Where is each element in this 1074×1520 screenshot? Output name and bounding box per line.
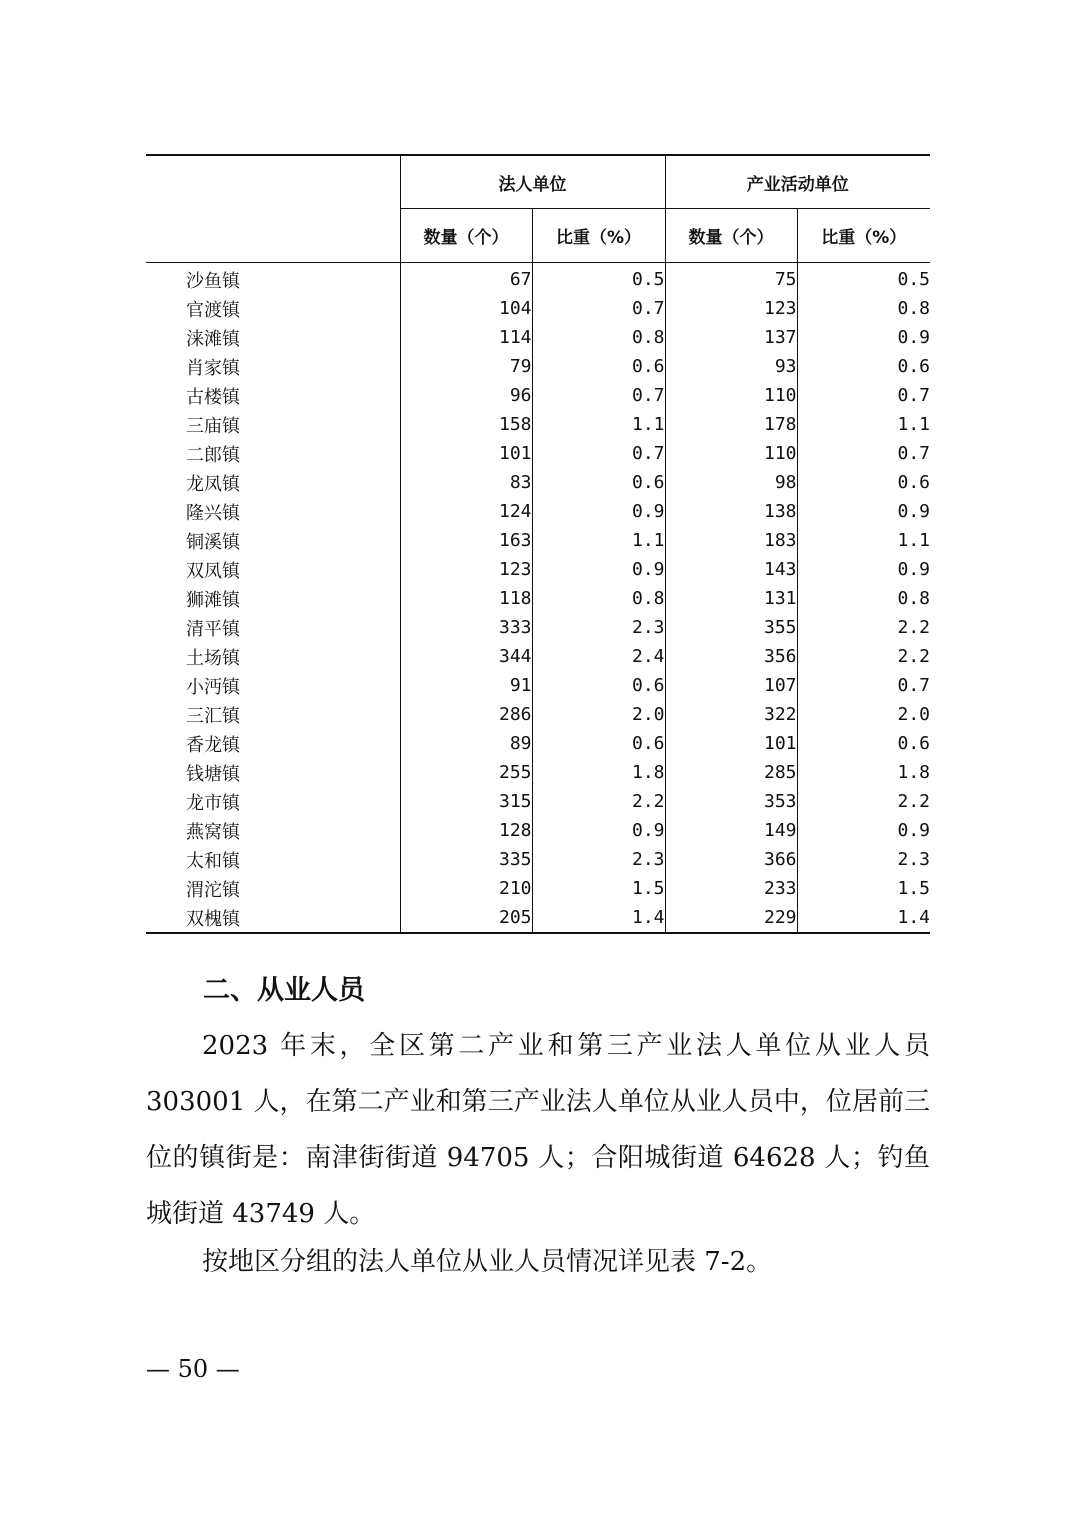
activity-unit-share: 0.8 xyxy=(797,294,930,323)
activity-unit-count: 93 xyxy=(665,352,797,381)
activity-unit-count: 123 xyxy=(665,294,797,323)
legal-unit-share: 0.7 xyxy=(532,439,665,468)
legal-unit-count: 79 xyxy=(400,352,532,381)
legal-unit-count: 104 xyxy=(400,294,532,323)
legal-unit-share: 0.9 xyxy=(532,497,665,526)
table-row xyxy=(146,352,930,381)
town-name: 双槐镇 xyxy=(186,908,240,930)
legal-unit-share: 0.9 xyxy=(532,816,665,845)
data-table-container xyxy=(146,154,930,934)
table-row xyxy=(146,613,930,642)
page-number: — 50 — xyxy=(146,1355,240,1383)
activity-unit-count: 149 xyxy=(665,816,797,845)
town-name: 龙凤镇 xyxy=(186,473,240,495)
table-corner-header xyxy=(146,156,400,263)
town-name: 官渡镇 xyxy=(186,299,240,321)
legal-unit-count: 89 xyxy=(400,729,532,758)
legal-unit-share: 0.6 xyxy=(532,468,665,497)
town-name: 古楼镇 xyxy=(186,386,240,408)
town-name: 燕窝镇 xyxy=(186,821,240,843)
activity-unit-share: 0.7 xyxy=(797,381,930,410)
legal-unit-share: 0.6 xyxy=(532,671,665,700)
activity-unit-share: 1.8 xyxy=(797,758,930,787)
legal-unit-share: 2.3 xyxy=(532,613,665,642)
activity-unit-count: 229 xyxy=(665,903,797,932)
legal-unit-share: 1.8 xyxy=(532,758,665,787)
activity-unit-count: 355 xyxy=(665,613,797,642)
group-header-legal-units: 法人单位 xyxy=(400,156,665,209)
section-heading: 二、从业人员 xyxy=(203,975,365,1006)
legal-unit-count: 67 xyxy=(400,263,532,295)
legal-unit-count: 118 xyxy=(400,584,532,613)
activity-unit-share: 0.6 xyxy=(797,729,930,758)
legal-unit-count: 335 xyxy=(400,845,532,874)
town-name: 小沔镇 xyxy=(186,676,240,698)
activity-unit-share: 0.9 xyxy=(797,555,930,584)
town-name: 隆兴镇 xyxy=(186,502,240,524)
activity-unit-count: 107 xyxy=(665,671,797,700)
activity-unit-share: 2.0 xyxy=(797,700,930,729)
legal-unit-count: 83 xyxy=(400,468,532,497)
activity-unit-count: 143 xyxy=(665,555,797,584)
town-name: 沙鱼镇 xyxy=(186,270,240,292)
table-row xyxy=(146,323,930,352)
activity-unit-count: 138 xyxy=(665,497,797,526)
table-row xyxy=(146,555,930,584)
legal-unit-share: 0.6 xyxy=(532,352,665,381)
legal-unit-count: 96 xyxy=(400,381,532,410)
body-paragraph: 2023 年末，全区第二产业和第三产业法人单位从业人员 303001 人，在第二产业和第三产业法人单位从业人员中，位居前三位的镇街是：南津街街道 94705 人；合阳城街道 64628 人；钓鱼城街道 43749 人。 xyxy=(146,1031,930,1229)
activity-unit-count: 356 xyxy=(665,642,797,671)
activity-unit-count: 101 xyxy=(665,729,797,758)
activity-unit-share: 0.9 xyxy=(797,497,930,526)
town-name: 龙市镇 xyxy=(186,792,240,814)
activity-unit-share: 1.1 xyxy=(797,410,930,439)
town-name: 铜溪镇 xyxy=(186,531,240,553)
legal-unit-count: 344 xyxy=(400,642,532,671)
legal-unit-share: 0.7 xyxy=(532,381,665,410)
table-row xyxy=(146,700,930,729)
activity-unit-share: 2.2 xyxy=(797,642,930,671)
activity-unit-share: 0.9 xyxy=(797,323,930,352)
town-name: 渭沱镇 xyxy=(186,879,240,901)
legal-unit-count: 163 xyxy=(400,526,532,555)
legal-unit-count: 101 xyxy=(400,439,532,468)
town-name: 肖家镇 xyxy=(186,357,240,379)
activity-unit-share: 0.7 xyxy=(797,671,930,700)
activity-unit-count: 322 xyxy=(665,700,797,729)
legal-unit-count: 205 xyxy=(400,903,532,932)
activity-unit-share: 0.5 xyxy=(797,263,930,295)
town-name: 土场镇 xyxy=(186,647,240,669)
column-header-count: 数量（个） xyxy=(400,209,532,263)
table-row xyxy=(146,497,930,526)
column-header-share: 比重（%） xyxy=(532,209,665,263)
legal-unit-count: 91 xyxy=(400,671,532,700)
table-row xyxy=(146,845,930,874)
legal-unit-count: 286 xyxy=(400,700,532,729)
legal-unit-count: 114 xyxy=(400,323,532,352)
activity-unit-count: 137 xyxy=(665,323,797,352)
legal-unit-share: 2.2 xyxy=(532,787,665,816)
group-header-activity-units: 产业活动单位 xyxy=(665,156,930,209)
table-row xyxy=(146,584,930,613)
legal-unit-count: 123 xyxy=(400,555,532,584)
town-name: 香龙镇 xyxy=(186,734,240,756)
legal-unit-count: 124 xyxy=(400,497,532,526)
town-name: 涞滩镇 xyxy=(186,328,240,350)
table-row xyxy=(146,671,930,700)
activity-unit-share: 0.9 xyxy=(797,816,930,845)
town-name: 狮滩镇 xyxy=(186,589,240,611)
activity-unit-count: 233 xyxy=(665,874,797,903)
activity-unit-count: 366 xyxy=(665,845,797,874)
town-name: 二郎镇 xyxy=(186,444,240,466)
legal-unit-share: 2.0 xyxy=(532,700,665,729)
legal-unit-share: 0.8 xyxy=(532,323,665,352)
town-name: 三汇镇 xyxy=(186,705,240,727)
table-row xyxy=(146,903,930,932)
activity-unit-share: 1.4 xyxy=(797,903,930,932)
table-row xyxy=(146,758,930,787)
legal-unit-count: 333 xyxy=(400,613,532,642)
table-row xyxy=(146,263,930,295)
town-name: 双凤镇 xyxy=(186,560,240,582)
activity-unit-share: 0.7 xyxy=(797,439,930,468)
legal-unit-share: 2.3 xyxy=(532,845,665,874)
activity-unit-share: 2.3 xyxy=(797,845,930,874)
data-table xyxy=(146,156,930,932)
activity-unit-share: 0.6 xyxy=(797,468,930,497)
activity-unit-share: 0.8 xyxy=(797,584,930,613)
legal-unit-share: 0.9 xyxy=(532,555,665,584)
town-name: 三庙镇 xyxy=(186,415,240,437)
legal-unit-share: 2.4 xyxy=(532,642,665,671)
activity-unit-count: 75 xyxy=(665,263,797,295)
table-row xyxy=(146,410,930,439)
table-row xyxy=(146,439,930,468)
activity-unit-share: 0.6 xyxy=(797,352,930,381)
table-row xyxy=(146,294,930,323)
activity-unit-count: 110 xyxy=(665,381,797,410)
activity-unit-count: 183 xyxy=(665,526,797,555)
legal-unit-share: 1.1 xyxy=(532,410,665,439)
activity-unit-share: 1.5 xyxy=(797,874,930,903)
legal-unit-share: 1.1 xyxy=(532,526,665,555)
activity-unit-share: 2.2 xyxy=(797,787,930,816)
legal-unit-share: 1.4 xyxy=(532,903,665,932)
table-row xyxy=(146,787,930,816)
legal-unit-count: 315 xyxy=(400,787,532,816)
activity-unit-count: 131 xyxy=(665,584,797,613)
legal-unit-count: 128 xyxy=(400,816,532,845)
activity-unit-count: 110 xyxy=(665,439,797,468)
body-paragraph: 按地区分组的法人单位从业人员情况详见表 7-2。 xyxy=(202,1247,773,1277)
legal-unit-count: 255 xyxy=(400,758,532,787)
table-row xyxy=(146,816,930,845)
legal-unit-count: 210 xyxy=(400,874,532,903)
legal-unit-share: 0.7 xyxy=(532,294,665,323)
table-body xyxy=(146,263,930,933)
activity-unit-count: 178 xyxy=(665,410,797,439)
legal-unit-share: 0.8 xyxy=(532,584,665,613)
table-row xyxy=(146,642,930,671)
legal-unit-count: 158 xyxy=(400,410,532,439)
table-row xyxy=(146,381,930,410)
table-row xyxy=(146,874,930,903)
activity-unit-count: 353 xyxy=(665,787,797,816)
table-row xyxy=(146,526,930,555)
activity-unit-share: 1.1 xyxy=(797,526,930,555)
activity-unit-count: 285 xyxy=(665,758,797,787)
activity-unit-share: 2.2 xyxy=(797,613,930,642)
legal-unit-share: 1.5 xyxy=(532,874,665,903)
legal-unit-share: 0.6 xyxy=(532,729,665,758)
table-row xyxy=(146,729,930,758)
town-name: 清平镇 xyxy=(186,618,240,640)
table-row xyxy=(146,468,930,497)
column-header-count: 数量（个） xyxy=(665,209,797,263)
town-name: 太和镇 xyxy=(186,850,240,872)
legal-unit-share: 0.5 xyxy=(532,263,665,295)
activity-unit-count: 98 xyxy=(665,468,797,497)
town-name: 钱塘镇 xyxy=(186,763,240,785)
column-header-share: 比重（%） xyxy=(797,209,930,263)
